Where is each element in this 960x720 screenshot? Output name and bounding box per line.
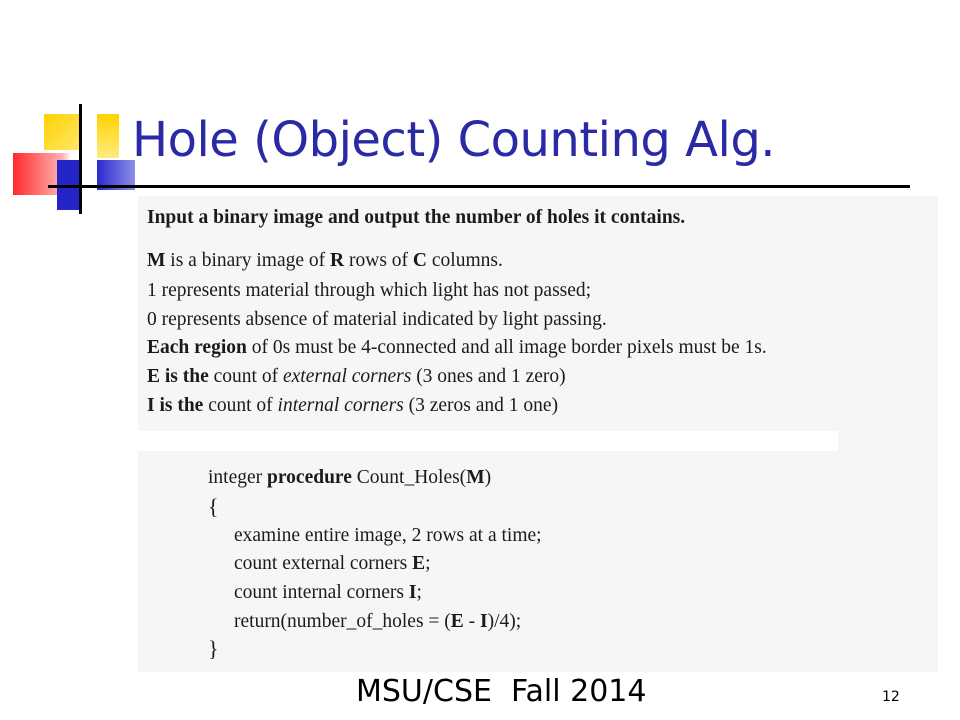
- yellow-square: [44, 114, 80, 150]
- def-text: rows of: [344, 250, 413, 271]
- yellow-square: [97, 114, 119, 158]
- step-text: count internal corners: [234, 582, 409, 603]
- e-bold: E is the: [147, 366, 209, 387]
- close-brace: }: [208, 636, 219, 661]
- logo-vertical-line: [79, 104, 82, 214]
- definition-e-line: [147, 366, 566, 388]
- slide-title: Hole (Object) Counting Alg.: [132, 112, 776, 168]
- intro-line: Input a binary image and output the number of holes it contains.: [147, 207, 686, 228]
- step-text: _: [346, 611, 357, 632]
- var-c: C: [412, 250, 428, 271]
- step-var-e: E: [412, 553, 426, 574]
- definition-region-line: [147, 337, 767, 359]
- e-italic: external corners: [282, 366, 412, 387]
- definition-one-line: 1 represents material through which light has not passed;: [147, 280, 592, 301]
- sig-text: Holes(: [414, 467, 467, 488]
- sig-arg: M: [466, 467, 485, 488]
- e-text: count of: [208, 366, 283, 387]
- def-text: is a binary image of: [165, 250, 331, 271]
- step-var-e: E: [450, 611, 464, 632]
- open-brace: {: [208, 494, 219, 519]
- sig-text: Count: [351, 467, 405, 488]
- sig-text: _: [404, 467, 415, 488]
- step-text: -: [463, 611, 481, 632]
- var-r: R: [330, 250, 345, 271]
- procedure-signature: [208, 467, 491, 489]
- var-m: M: [147, 250, 166, 271]
- i-text: count of: [203, 395, 278, 416]
- title-underline: [48, 185, 910, 188]
- scan-gap: [138, 431, 838, 451]
- slide-footer: MSU/CSE Fall 2014: [356, 674, 647, 709]
- region-text: of 0s must be 4-connected and all image border pixels must be 1s.: [246, 337, 767, 358]
- step-text: return(number: [234, 611, 347, 632]
- i-bold: I is the: [147, 395, 204, 416]
- sig-text: integer: [208, 467, 268, 488]
- definition-i-line: [147, 395, 558, 417]
- page-number: 12: [882, 689, 900, 705]
- procedure-keyword: procedure: [267, 467, 352, 488]
- step-text: holes = (: [382, 611, 451, 632]
- definition-zero-line: 0 represents absence of material indicated by light passing.: [147, 309, 607, 330]
- step-var-i: I: [408, 582, 417, 603]
- step-text: ;: [416, 582, 422, 603]
- e-text: (3 ones and 1 zero): [411, 366, 566, 387]
- def-text: columns.: [427, 250, 503, 271]
- procedure-step-1: examine entire image, 2 rows at a time;: [234, 525, 542, 546]
- region-bold: Each region: [147, 337, 247, 358]
- step-text: _: [372, 611, 383, 632]
- procedure-step-3: [234, 582, 422, 604]
- definition-m-line: [147, 250, 503, 272]
- i-text: (3 zeros and 1 one): [403, 395, 559, 416]
- step-text: of: [356, 611, 373, 632]
- step-var-i: I: [480, 611, 488, 632]
- i-italic: internal corners: [277, 395, 404, 416]
- procedure-step-2: [234, 553, 431, 575]
- step-text: ;: [425, 553, 431, 574]
- procedure-step-4: [234, 611, 521, 633]
- step-text: )/4);: [487, 611, 522, 632]
- sig-text: ): [484, 467, 492, 488]
- step-text: count external corners: [234, 553, 413, 574]
